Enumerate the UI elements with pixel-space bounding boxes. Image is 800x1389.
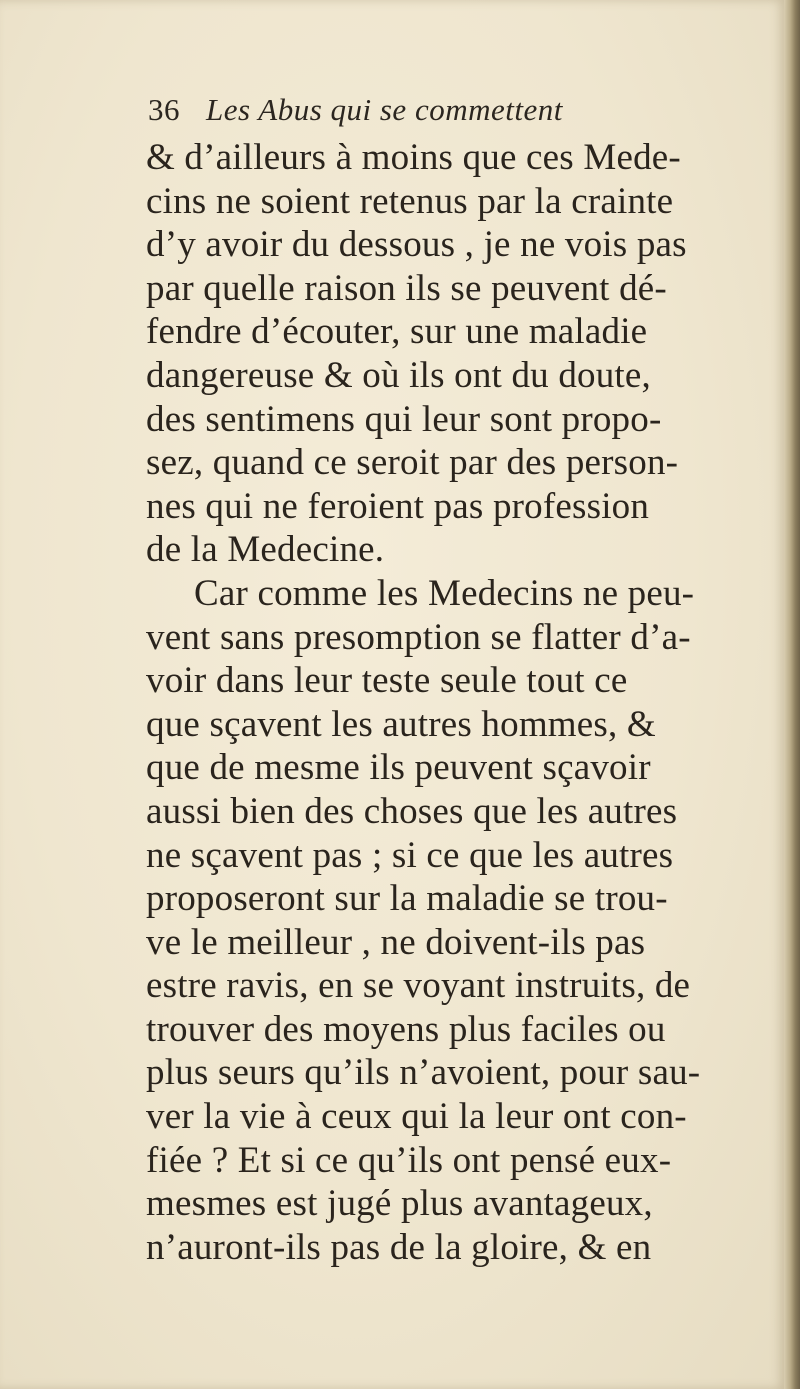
body-text: [146, 136, 766, 1269]
text-line: fiée ? Et si ce qu’ils ont pensé eux-: [146, 1139, 672, 1181]
text-line: trouver des moyens plus faciles ou: [146, 1008, 666, 1050]
text-line: vent sans presomption se flatter d’a-: [146, 616, 691, 658]
text-line: plus seurs qu’ils n’avoient, pour sau-: [146, 1052, 701, 1094]
text-line: dangereuse & où ils ont du doute,: [146, 354, 651, 396]
text-line: ve le meilleur , ne doivent-ils pas: [146, 921, 646, 963]
text-line: fendre d’écouter, sur une maladie: [146, 311, 648, 353]
text-line: sez, quand ce seroit par des person-: [146, 442, 679, 484]
text-line: d’y avoir du dessous , je ne vois pas: [146, 224, 687, 266]
text-line: proposeront sur la maladie se trou-: [146, 878, 668, 920]
running-head: [148, 92, 748, 136]
text-line: cins ne soient retenus par la crainte: [146, 180, 674, 222]
text-line: mesmes est jugé plus avantageux,: [146, 1183, 653, 1225]
text-line: que de mesme ils peuvent sçavoir: [146, 747, 651, 789]
text-line: & d’ailleurs à moins que ces Mede-: [146, 137, 681, 178]
text-line: de la Medecine.: [146, 529, 385, 571]
page-edge: [784, 0, 800, 1389]
text-line: ver la vie à ceux qui la leur ont con-: [146, 1096, 687, 1138]
text-line: n’auront-ils pas de la gloire, & en: [146, 1226, 652, 1268]
text-line: nes qui ne feroient pas profession: [146, 485, 650, 527]
text-line: des sentimens qui leur sont propo-: [146, 398, 662, 440]
text-line: ne sçavent pas ; si ce que les autres: [146, 834, 674, 876]
text-line: aussi bien des choses que les autres: [146, 790, 678, 832]
page-number: 36: [148, 92, 180, 127]
text-line: que sçavent les autres hommes, &: [146, 703, 656, 745]
paragraph-first-line: Car comme les Medecins ne peu-: [194, 572, 695, 614]
text-line: voir dans leur teste seule tout ce: [146, 660, 628, 702]
text-line: par quelle raison ils se peuvent dé-: [146, 267, 667, 309]
text-line: estre ravis, en se voyant instruits, de: [146, 965, 691, 1007]
running-title: Les Abus qui se commettent: [206, 92, 563, 127]
